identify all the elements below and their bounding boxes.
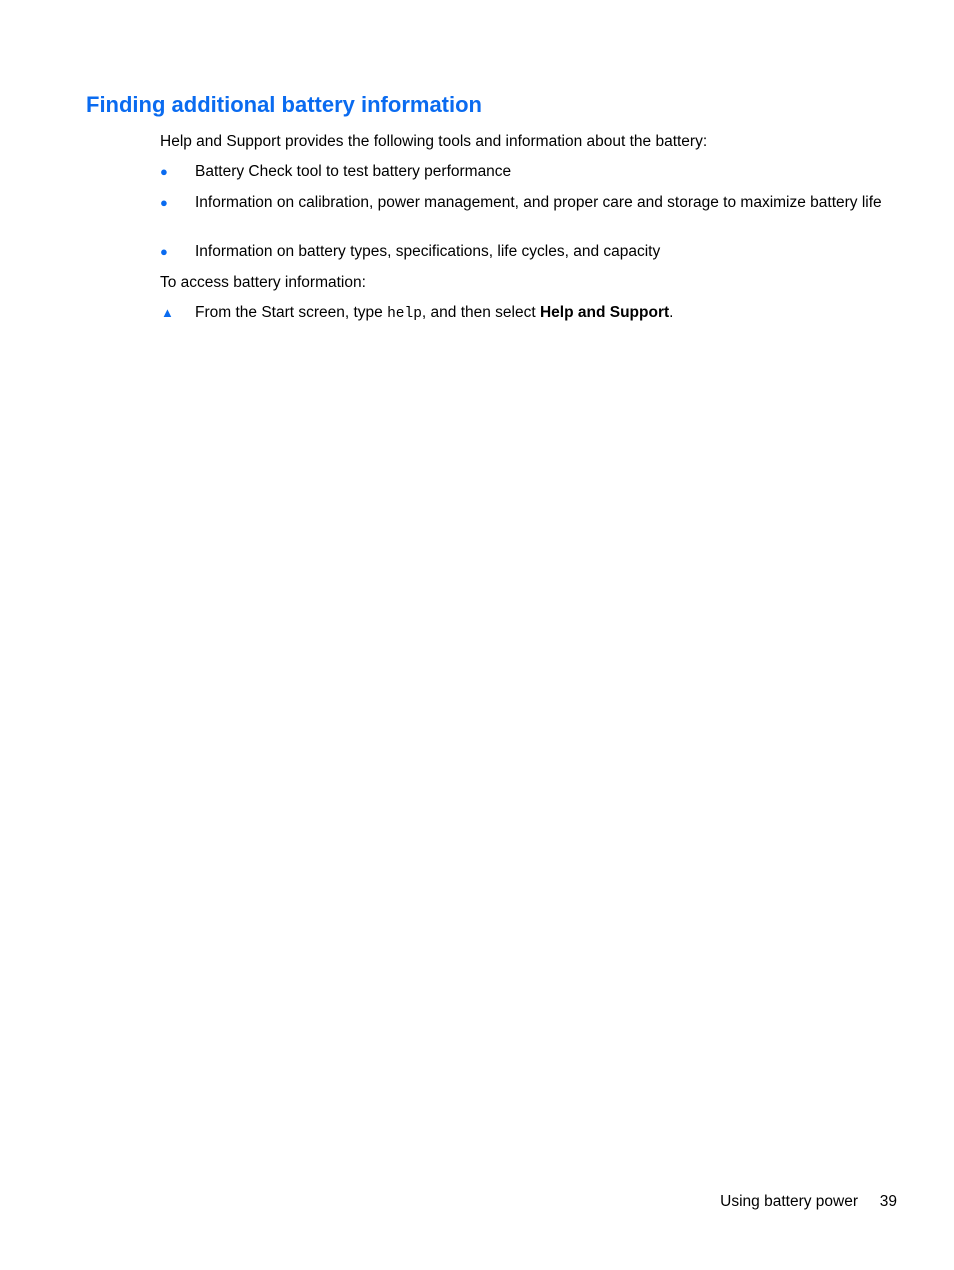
bullet-dot-icon: ● — [160, 195, 168, 210]
footer-section-label: Using battery power — [720, 1193, 858, 1210]
triangle-step-icon: ▲ — [161, 305, 174, 320]
list-item: Information on battery types, specifications, life cycles, and capacity — [195, 243, 661, 260]
list-item: Information on calibration, power management, and proper care and storage to maximize battery life — [195, 194, 882, 211]
step-text-before: From the Start screen, type — [195, 304, 388, 321]
step-text-after: . — [669, 304, 674, 321]
command-text: help — [387, 306, 422, 322]
bullet-dot-icon: ● — [160, 244, 168, 259]
help-and-support-label: Help and Support — [539, 304, 670, 321]
bullet-dot-icon: ● — [160, 164, 168, 179]
access-lead: To access battery information: — [160, 274, 366, 291]
intro-paragraph: Help and Support provides the following tools and information about the battery: — [160, 133, 708, 150]
page-title: Finding additional battery information — [86, 92, 482, 117]
page-number: 39 — [879, 1193, 897, 1210]
list-item: Battery Check tool to test battery performance — [195, 163, 512, 180]
step-instruction — [195, 303, 895, 324]
step-text-middle: , and then select — [421, 304, 540, 321]
